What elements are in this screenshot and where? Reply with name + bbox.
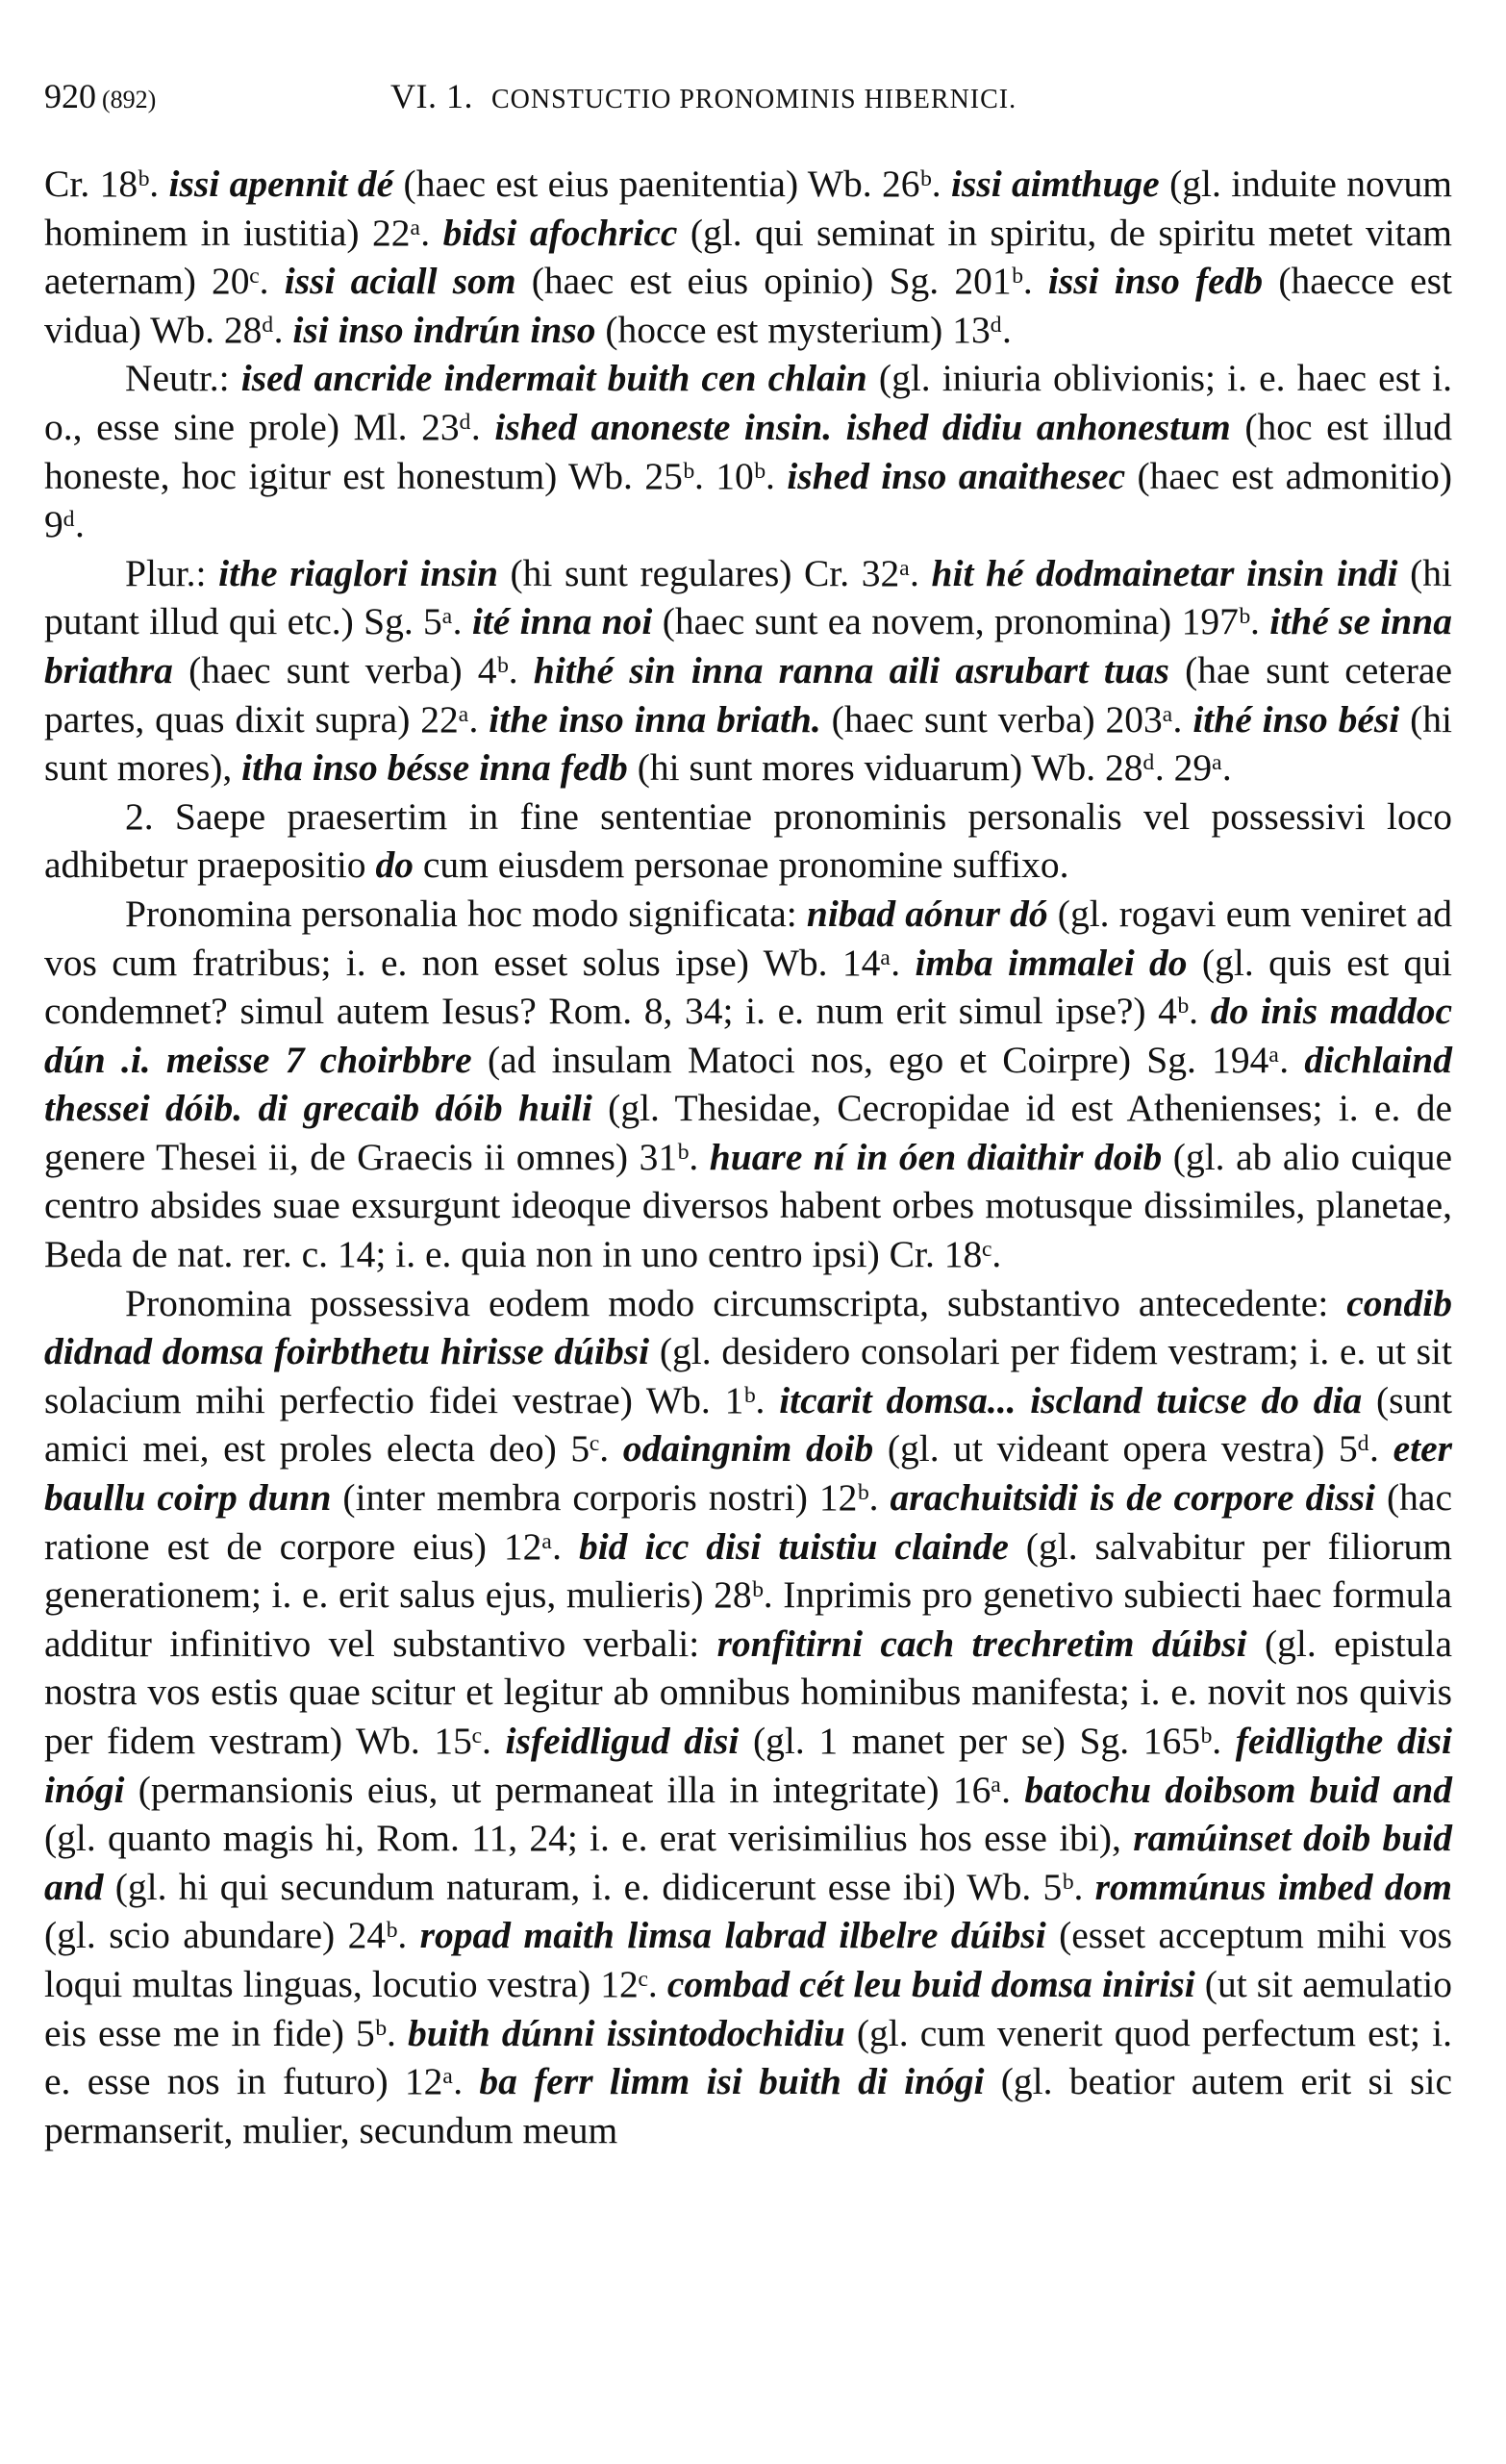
irish-gloss: imba immalei do (915, 941, 1188, 984)
irish-gloss: hit hé dodmainetar insin indi (931, 551, 1398, 594)
running-title-text: CONSTUCTIO PRONOMINIS HIBERNICI. (491, 85, 1017, 114)
irish-gloss: dichlaind thessei dóib. di grecaib dóib huili (44, 1038, 1453, 1130)
latin-text: (gl. iniuria oblivionis; i. e. haec est i. o., esse sine prole) Ml. 23ᵈ. (44, 357, 1453, 448)
latin-text: (hi sunt regulares) Cr. 32ᵃ. (497, 551, 932, 594)
latin-text: (gl. quanto magis hi, Rom. 11, 24; i. e. erat verisimilius hos esse ibi), (44, 1817, 1134, 1860)
latin-text: (gl. salvabitur per filiorum generationem; i. e. erit salus ejus, mulieris) 28ᵇ. Inprimis pro genetivo subiecti haec formula additur infinitivo vel substantivo verbali: (44, 1524, 1452, 1665)
latin-text: (ad insulam Matoci nos, ego et Coirpre) Sg. 194ᵃ. (471, 1038, 1305, 1081)
irish-gloss: ithé se inna briathra (44, 600, 1452, 691)
irish-gloss: itha inso bésse inna fedb (241, 746, 628, 790)
latin-text: (gl. hi qui secundum naturam, i. e. didicerunt esse ibi) Wb. 5ᵇ. (103, 1865, 1095, 1908)
irish-gloss: issi inso fedb (1047, 260, 1264, 303)
latin-text: (gl. Thesidae, Cecropidae id est Athenienses; i. e. de genere Thesei ii, de Graecis ii omnes) 31ᵇ. (44, 1087, 1452, 1178)
latin-text: (hi putant illud qui etc.) Sg. 5ᵃ. (44, 551, 1452, 643)
irish-gloss: ithe riaglori insin (218, 551, 498, 594)
irish-gloss: issi apennit dé (168, 163, 394, 205)
latin-text: Neutr.: (125, 357, 241, 400)
latin-text: (gl. quis est qui condemnet? simul autem Iesus? Rom. 8, 34; i. e. num erit simul ipse?) 4ᵇ. (44, 941, 1453, 1033)
latin-text: (gl. beatior autem erit si sic permanserit, mulier, secundum meum (44, 2060, 1452, 2151)
latin-text: (hi sunt mores viduarum) Wb. 28ᵈ. 29ᵃ. (627, 746, 1232, 790)
irish-gloss: ramúinset doib buid and (44, 1817, 1452, 1908)
latin-text: (gl. ut videant opera vestra) 5ᵈ. (873, 1427, 1393, 1471)
irish-gloss: arachuitsidi is de corpore dissi (890, 1476, 1376, 1520)
latin-text: (haec sunt ea novem, pronomina) 197ᵇ. (652, 600, 1270, 643)
latin-text: (gl. scio abundare) 24ᵇ. (44, 1914, 420, 1957)
latin-text: Cr. 18ᵇ. (44, 163, 169, 205)
latin-text: (gl. epistula nostra vos estis quae scitur et legitur ab omnibus hominibus manifesta; i. e. novit nos quivis per fidem vestram) Wb. 15ᶜ. (44, 1622, 1452, 1762)
irish-gloss: hithé sin inna ranna aili asrubart tuas (533, 648, 1169, 691)
irish-gloss: odaingnim doib (622, 1427, 874, 1471)
irish-gloss: do inis maddoc dún .i. meisse 7 choirbbre (44, 990, 1453, 1081)
paragraph (44, 160, 1452, 354)
page-number: 920 (892) (44, 77, 157, 115)
running-title (390, 67, 1017, 129)
running-header (44, 67, 1452, 125)
irish-gloss: ished anoneste insin. ished didiu anhonestum (494, 405, 1231, 448)
original-page-number: (892) (102, 86, 157, 113)
latin-text: Pronomina possessiva eodem modo circumscripta, substantivo antecedente: (125, 1281, 1347, 1324)
irish-gloss: nibad aónur dó (806, 892, 1048, 935)
irish-gloss: ropad maith limsa labrad ilbelre dúibsi (419, 1914, 1046, 1957)
body-text (44, 160, 1452, 2154)
latin-text: Plur.: (125, 551, 219, 594)
latin-text: (haec sunt verba) 4ᵇ. (172, 648, 534, 691)
latin-text: (haec est admonitio) 9ᵈ. (44, 454, 1452, 546)
latin-text: (hae sunt ceterae partes, quas dixit supra) 22ᵃ. (44, 648, 1452, 741)
paragraph (44, 549, 1452, 792)
irish-gloss: itcarit domsa... iscland tuicse do dia (779, 1378, 1363, 1421)
latin-text: (hac ratione est de corpore eius) 12ᵃ. (44, 1476, 1452, 1568)
latin-text: (gl. cum venerit quod perfectum est; i. e. esse nos in futuro) 12ᵃ. (44, 2011, 1452, 2103)
latin-text: (haec est eius opinio) Sg. 201ᵇ. (515, 260, 1048, 303)
irish-gloss: rommúnus imbed dom (1094, 1865, 1452, 1908)
latin-text: (gl. induite novum hominem in iustitia) 22ᵃ. (44, 163, 1452, 254)
irish-gloss: ronfitirni cach trechretim dúibsi (716, 1622, 1247, 1665)
latin-text: (sunt amici mei, est proles electa deo) 5ᶜ. (44, 1378, 1453, 1471)
latin-text: (hocce est mysterium) 13ᵈ. (595, 308, 1012, 351)
paragraph (44, 890, 1452, 1279)
latin-text: (ut sit aemulatio eis esse me in fide) 5ᵇ. (44, 1962, 1452, 2054)
latin-text: (esset acceptum mihi vos loqui multas linguas, locutio vestra) 12ᶜ. (44, 1914, 1452, 2005)
latin-text: (gl. qui seminat in spiritu, de spiritu metet vitam aeternam) 20ᶜ. (44, 211, 1452, 303)
latin-text: (gl. rogavi eum veniret ad vos cum fratribus; i. e. non esset solus ipse) Wb. 14ᵃ. (44, 892, 1452, 984)
irish-gloss: ité inna noi (471, 600, 653, 643)
latin-text: (gl. 1 manet per se) Sg. 165ᵇ. (739, 1720, 1236, 1762)
latin-text: cum eiusdem personae pronomine suffixo. (413, 843, 1069, 887)
latin-text: (permansionis eius, ut permaneat illa in integritate) 16ᵃ. (124, 1768, 1025, 1811)
paragraph (44, 354, 1452, 548)
paragraph (44, 1279, 1452, 2155)
latin-text: (haec sunt verba) 203ᵃ. (820, 697, 1193, 741)
irish-gloss: ised ancride indermait buith cen chlain (240, 357, 867, 400)
irish-gloss: ithé inso bési (1192, 697, 1400, 741)
latin-text: (hoc est illud honeste, hoc igitur est honestum) Wb. 25ᵇ. 10ᵇ. (44, 405, 1452, 497)
latin-text: Pronomina personalia hoc modo significata: (125, 892, 807, 935)
irish-gloss: feidligthe disi inógi (44, 1720, 1452, 1811)
irish-gloss: huare ní in óen diaithir doib (709, 1135, 1163, 1178)
latin-text: 2. Saepe praesertim in fine sententiae pronominis personalis vel possessivi loco adhibetur praepositio (44, 794, 1452, 887)
irish-gloss: combad cét leu buid domsa inirisi (666, 1962, 1195, 2005)
irish-gloss: do (375, 843, 414, 887)
irish-gloss: isi inso indrún inso (292, 308, 596, 351)
latin-text: (haecce est vidua) Wb. 28ᵈ. (44, 260, 1452, 351)
latin-text: (inter membra corporis nostri) 12ᵇ. (331, 1476, 891, 1520)
paragraph (44, 792, 1452, 890)
irish-gloss: issi aciall som (284, 260, 516, 303)
irish-gloss: buith dúnni issintodochidiu (408, 2011, 845, 2054)
irish-gloss: eter baullu coirp dunn (44, 1427, 1452, 1520)
irish-gloss: bidsi afochricc (442, 211, 678, 254)
latin-text: (gl. ab alio cuique centro absides suae exsurgunt ideoque diversos habent orbes motusque dissimiles, planetae, Beda de nat. rer. c. 14; i. e. quia non in uno centro ipsi) Cr. 18ᶜ. (44, 1135, 1453, 1276)
section-number: VI. 1. (390, 77, 473, 115)
irish-gloss: issi aimthuge (951, 163, 1160, 205)
latin-text: (hi sunt mores), (44, 697, 1452, 790)
irish-gloss: batochu doibsom buid and (1024, 1768, 1452, 1811)
irish-gloss: isfeidligud disi (505, 1720, 740, 1762)
irish-gloss: ished inso anaithesec (787, 454, 1126, 497)
irish-gloss: ithe inso inna briath. (489, 697, 821, 741)
irish-gloss: condib didnad domsa foirbthetu hirisse dúibsi (44, 1281, 1452, 1373)
latin-text: (haec est eius paenitentia) Wb. 26ᵇ. (393, 163, 951, 205)
latin-text: (gl. desidero consolari per fidem vestram; i. e. ut sit solacium mihi perfectio fidei vestrae) Wb. 1ᵇ. (44, 1330, 1452, 1421)
irish-gloss: bid icc disi tuistiu clainde (578, 1524, 1009, 1568)
irish-gloss: ba ferr limm isi buith di inógi (479, 2060, 985, 2103)
